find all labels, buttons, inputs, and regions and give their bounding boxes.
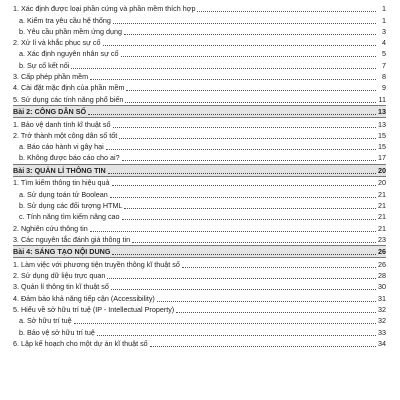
toc-page-number: 21	[378, 223, 386, 233]
toc-page-number: 17	[378, 153, 386, 163]
toc-entry	[13, 118, 386, 129]
toc-page-number: 3	[382, 26, 386, 36]
toc-page-number: 26	[378, 259, 386, 269]
toc-entry	[13, 188, 386, 199]
toc-dot-leader	[197, 11, 376, 12]
toc-entry-title: 5. Hiểu về sở hữu trí tuệ (IP - Intellectual Property)	[13, 304, 175, 314]
toc-entry	[13, 14, 386, 25]
toc-dot-leader	[122, 160, 376, 161]
toc-page-number: 11	[378, 94, 386, 104]
toc-entry-title: b. Không được báo cáo cho ai?	[19, 153, 120, 163]
toc-entry	[13, 152, 386, 163]
toc-page-number: 31	[378, 293, 386, 303]
toc-entry	[13, 304, 386, 315]
toc-page-number: 15	[378, 130, 386, 140]
toc-page-number: 5	[382, 49, 386, 59]
toc-page-number: 28	[378, 271, 386, 281]
toc-page-number: 21	[378, 200, 386, 210]
toc-dot-leader	[106, 149, 376, 150]
toc-entry	[13, 59, 386, 70]
toc-entry-title: 1. Xác định được loại phần cứng và phần mềm thích hợp	[13, 4, 196, 14]
toc-dot-leader	[124, 208, 376, 209]
toc-entry-title: 6. Lập kế hoạch cho một dự án kĩ thuật số	[13, 338, 148, 348]
toc-dot-leader	[90, 231, 376, 232]
toc-entry-title: 1. Tìm kiếm thông tin hiệu quả	[13, 178, 110, 188]
toc-dot-leader	[182, 267, 376, 268]
toc-entry-title: c. Tính năng tìm kiếm nâng cao	[19, 212, 120, 222]
toc-entry	[13, 292, 386, 303]
toc-entry-title: a. Xác định nguyên nhân sự cố	[19, 49, 119, 59]
toc-entry	[13, 93, 386, 104]
toc-dot-leader	[121, 56, 376, 57]
toc-entry	[13, 71, 386, 82]
toc-entry-title: 2. Nghiên cứu thông tin	[13, 223, 88, 233]
toc-entry	[13, 48, 386, 59]
toc-entry-title: 5. Sử dụng các tính năng phổ biến	[13, 94, 124, 104]
toc-entry-title: Bài 4: SÁNG TẠO NỘI DUNG	[13, 246, 111, 256]
toc-page-number: 4	[382, 38, 386, 48]
toc-entry-title: 1. Làm việc với phương tiện truyền thông kĩ thuật số	[13, 259, 180, 269]
toc-page-number: 13	[378, 106, 386, 116]
toc-dot-leader	[150, 346, 376, 347]
toc-entry-title: 3. Quản lí thông tin kĩ thuật số	[13, 282, 109, 292]
toc-entry	[13, 326, 386, 337]
toc-entry	[13, 26, 386, 37]
toc-page-number: 21	[378, 189, 386, 199]
toc-entry	[13, 211, 386, 222]
toc-entry-title: Bài 3: QUẢN LÍ THÔNG TIN	[13, 165, 106, 175]
toc-entry-title: b. Sự cố kết nối	[19, 60, 70, 70]
toc-dot-leader	[74, 323, 376, 324]
toc-page-number: 30	[378, 282, 386, 292]
toc-chapter-heading	[13, 105, 386, 118]
toc-dot-leader	[132, 242, 376, 243]
toc-entry-title: a. Sử dụng toán tử Boolean	[19, 189, 108, 199]
toc-chapter-heading	[13, 245, 386, 258]
toc-page-number: 21	[378, 212, 386, 222]
toc-page-number: 20	[378, 165, 386, 175]
toc-dot-leader	[119, 138, 376, 139]
toc-dot-leader	[71, 68, 376, 69]
toc-entry-title: Bài 2: CÔNG DÂN SỐ	[13, 106, 87, 116]
toc-page-number: 32	[378, 304, 386, 314]
toc-page-number: 1	[382, 4, 386, 14]
toc-dot-leader	[122, 219, 376, 220]
toc-page-number: 13	[378, 119, 386, 129]
toc-dot-leader	[113, 23, 376, 24]
toc-entry-title: 3. Các nguyên tắc đánh giá thông tin	[13, 234, 131, 244]
toc-chapter-heading	[13, 164, 386, 177]
toc-page-number: 8	[382, 72, 386, 82]
toc-dot-leader	[112, 185, 376, 186]
toc-entry-title: a. Báo cáo hành vi gây hại	[19, 142, 104, 152]
toc-page-number: 9	[382, 83, 386, 93]
toc-dot-leader	[90, 79, 376, 80]
toc-entry	[13, 141, 386, 152]
toc-entry-title: b. Yêu cầu phần mềm ứng dụng	[19, 26, 122, 36]
toc-page-number: 26	[378, 246, 386, 256]
toc-dot-leader	[126, 90, 376, 91]
toc-entry	[13, 281, 386, 292]
toc-dot-leader	[112, 254, 376, 255]
toc-entry-title: 2. Xử lí và khắc phục sự cố	[13, 38, 101, 48]
toc-page-number: 1	[382, 15, 386, 25]
toc-dot-leader	[108, 173, 376, 174]
toc-entry	[13, 338, 386, 349]
toc-entry-title: 2. Trở thành một công dân số tốt	[13, 130, 118, 140]
toc-dot-leader	[176, 312, 376, 313]
toc-entry-title: b. Sử dụng các đối tượng HTML	[19, 200, 123, 210]
toc-dot-leader	[110, 197, 376, 198]
toc-page-number: 20	[378, 178, 386, 188]
toc-entry-title: 3. Cấp phép phần mềm	[13, 72, 89, 82]
toc-entry-title: a. Kiểm tra yêu cầu hệ thống	[19, 15, 111, 25]
toc-page-number: 7	[382, 60, 386, 70]
toc-list	[13, 3, 386, 349]
toc-page-number: 34	[378, 338, 386, 348]
toc-page-number: 32	[378, 316, 386, 326]
toc-entry-title: 2. Sử dụng dữ liệu trực quan	[13, 271, 106, 281]
toc-dot-leader	[125, 102, 376, 103]
toc-entry	[13, 234, 386, 245]
toc-dot-leader	[103, 45, 376, 46]
toc-entry	[13, 177, 386, 188]
toc-entry	[13, 315, 386, 326]
toc-dot-leader	[111, 289, 376, 290]
toc-entry	[13, 258, 386, 269]
toc-dot-leader	[113, 127, 377, 128]
toc-dot-leader	[157, 301, 376, 302]
toc-entry	[13, 3, 386, 14]
toc-dot-leader	[88, 114, 376, 115]
toc-entry-title: b. Bảo vệ sở hữu trí tuệ	[19, 327, 95, 337]
toc-entry-title: 4. Cài đặt mặc định của phần mềm	[13, 83, 125, 93]
toc-entry-title: a. Sở hữu trí tuệ	[19, 316, 72, 326]
toc-entry-title: 4. Đảm bảo khả năng tiếp cận (Accessibility)	[13, 293, 155, 303]
toc-entry	[13, 270, 386, 281]
toc-entry	[13, 200, 386, 211]
toc-entry	[13, 222, 386, 233]
toc-page-number: 23	[378, 234, 386, 244]
toc-page-number: 15	[378, 142, 386, 152]
toc-page-number: 33	[378, 327, 386, 337]
toc-dot-leader	[107, 278, 376, 279]
toc-entry	[13, 37, 386, 48]
toc-entry	[13, 82, 386, 93]
toc-entry-title: 1. Bảo vệ danh tính kĩ thuật số	[13, 119, 111, 129]
toc-dot-leader	[97, 335, 376, 336]
toc-dot-leader	[124, 34, 376, 35]
toc-entry	[13, 130, 386, 141]
